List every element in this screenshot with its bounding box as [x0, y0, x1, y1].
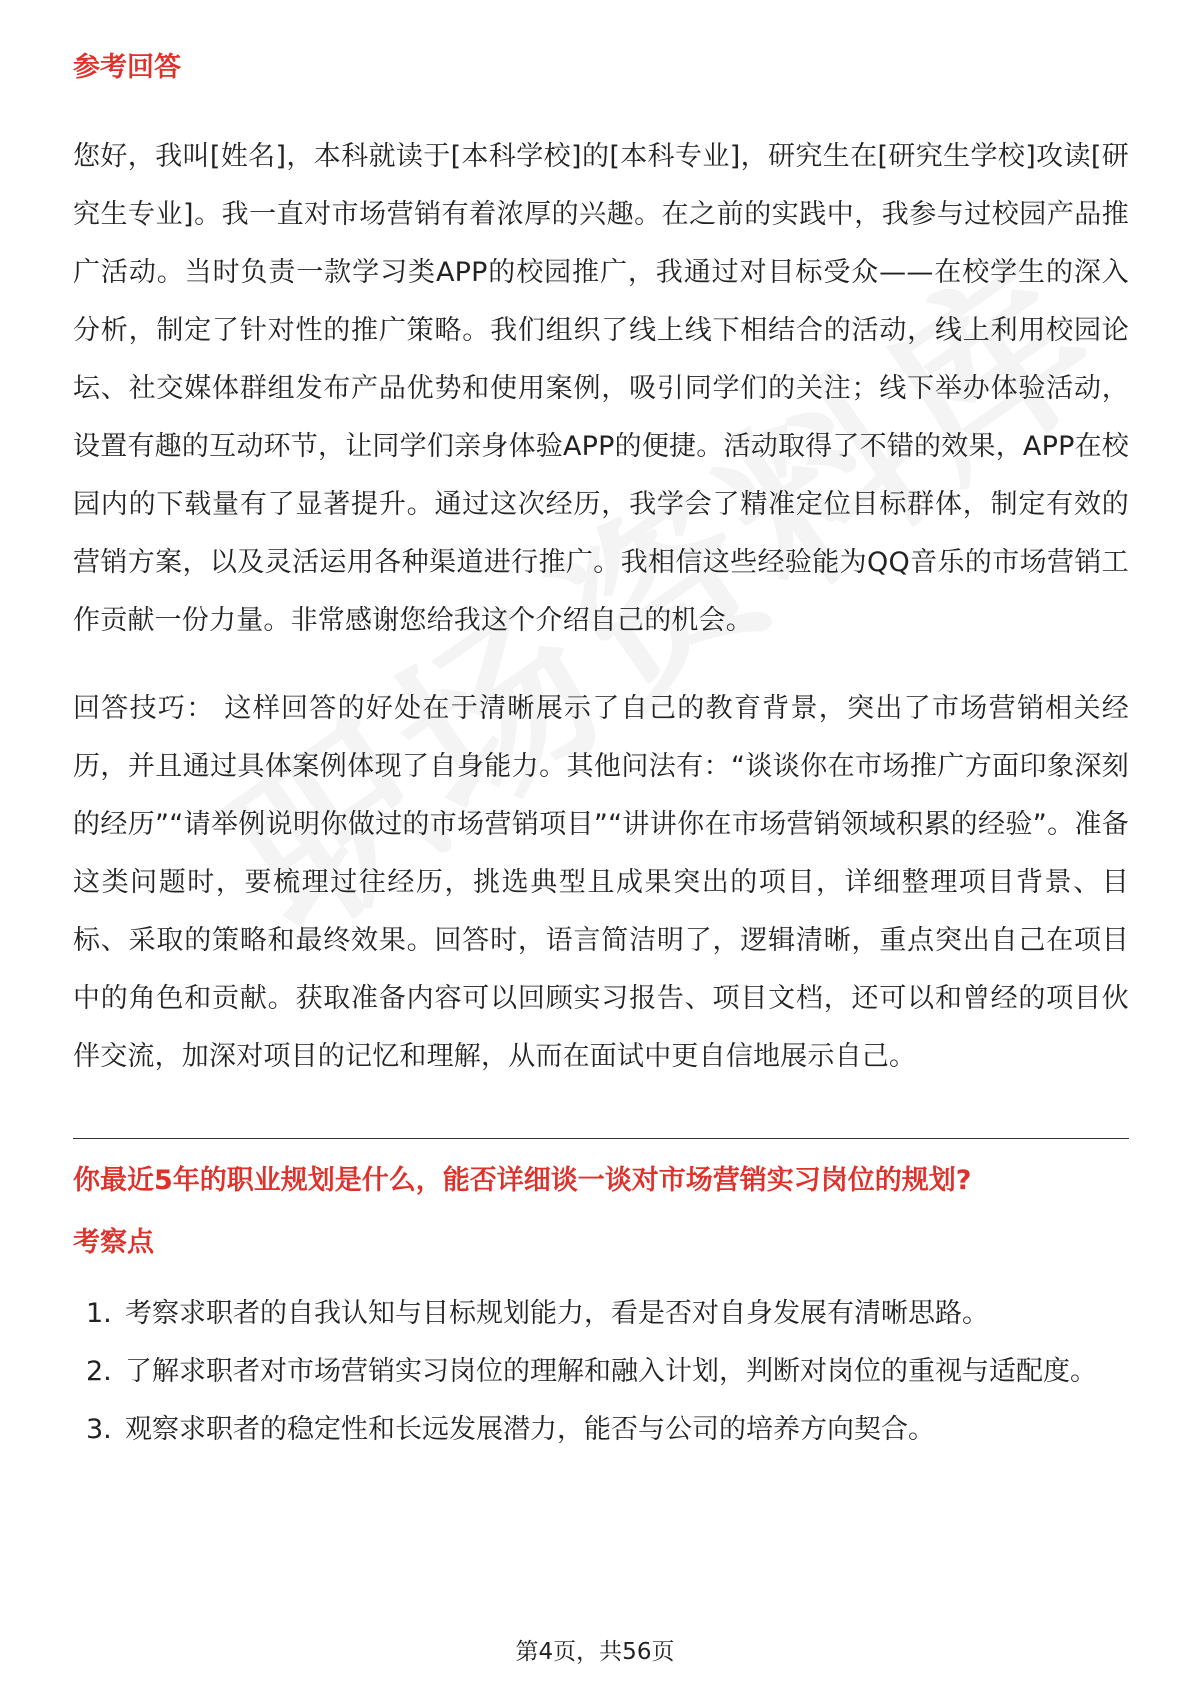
list-item — [73, 1343, 1129, 1401]
reference-answer-heading: 参考回答 — [73, 52, 181, 83]
list-item-number: 2. — [86, 1356, 112, 1388]
list-item — [73, 1285, 1129, 1343]
list-item-number: 1. — [86, 1298, 112, 1330]
page-number: 第4页，共56页 — [515, 1639, 675, 1665]
list-item-text: 了解求职者对市场营销实习岗位的理解和融入计划，判断对岗位的重视与适配度。 — [125, 1356, 1097, 1388]
answer-tips-text: 回答技巧： 这样回答的好处在于清晰展示了自己的教育背景，突出了市场营销相关经历，并且通过具体案例体现了自身能力。其他问法有：“谈谈你在市场推广方面印象深刻的经历”“请举例说明你做过的市场营销项目”“讲讲你在市场营销领域积累的经验”。准备这类问题时，要梳理过往经历，挑选典型且成果突出的项目，详细整理项目背景、目标、采取的策略和最终效果。回答时，语言简洁明了，逻辑清晰，重点突出自己在项目中的角色和贡献。获取准备内容可以回顾实习报告、项目文档，还可以和曾经的项目伙伴交流，加深对项目的记忆和理解，从而在面试中更自信地展示自己。 — [73, 693, 1129, 1072]
list-item-number: 3. — [86, 1414, 112, 1446]
focus-points-heading: 考察点 — [73, 1227, 154, 1259]
list-item — [73, 1401, 1129, 1459]
document-body — [73, 48, 1129, 1459]
section-divider — [73, 1138, 1129, 1139]
list-item-text: 观察求职者的稳定性和长远发展潜力，能否与公司的培养方向契合。 — [125, 1414, 935, 1446]
list-item-text: 考察求职者的自我认知与目标规划能力，看是否对自身发展有清晰思路。 — [125, 1298, 989, 1330]
focus-points-list — [73, 1285, 1129, 1459]
reference-answer-text: 您好，我叫[姓名]，本科就读于[本科学校]的[本科专业]，研究生在[研究生学校]攻读[研究生专业]。我一直对市场营销有着浓厚的兴趣。在之前的实践中，我参与过校园产品推广活动。当时负责一款学习类APP的校园推广，我通过对目标受众——在校学生的深入分析，制定了针对性的推广策略。我们组织了线上线下相结合的活动，线上利用校园论坛、社交媒体群组发布产品优势和使用案例，吸引同学们的关注；线下举办体验活动，设置有趣的互动环节，让同学们亲身体验APP的便捷。活动取得了不错的效果，APP在校园内的下载量有了显著提升。通过这次经历，我学会了精准定位目标群体，制定有效的营销方案，以及灵活运用各种渠道进行推广。我相信这些经验能为QQ音乐的市场营销工作贡献一份力量。非常感谢您给我这个介绍自己的机会。 — [73, 141, 1129, 636]
question-title: 你最近5年的职业规划是什么，能否详细谈一谈对市场营销实习岗位的规划? — [73, 1165, 972, 1196]
